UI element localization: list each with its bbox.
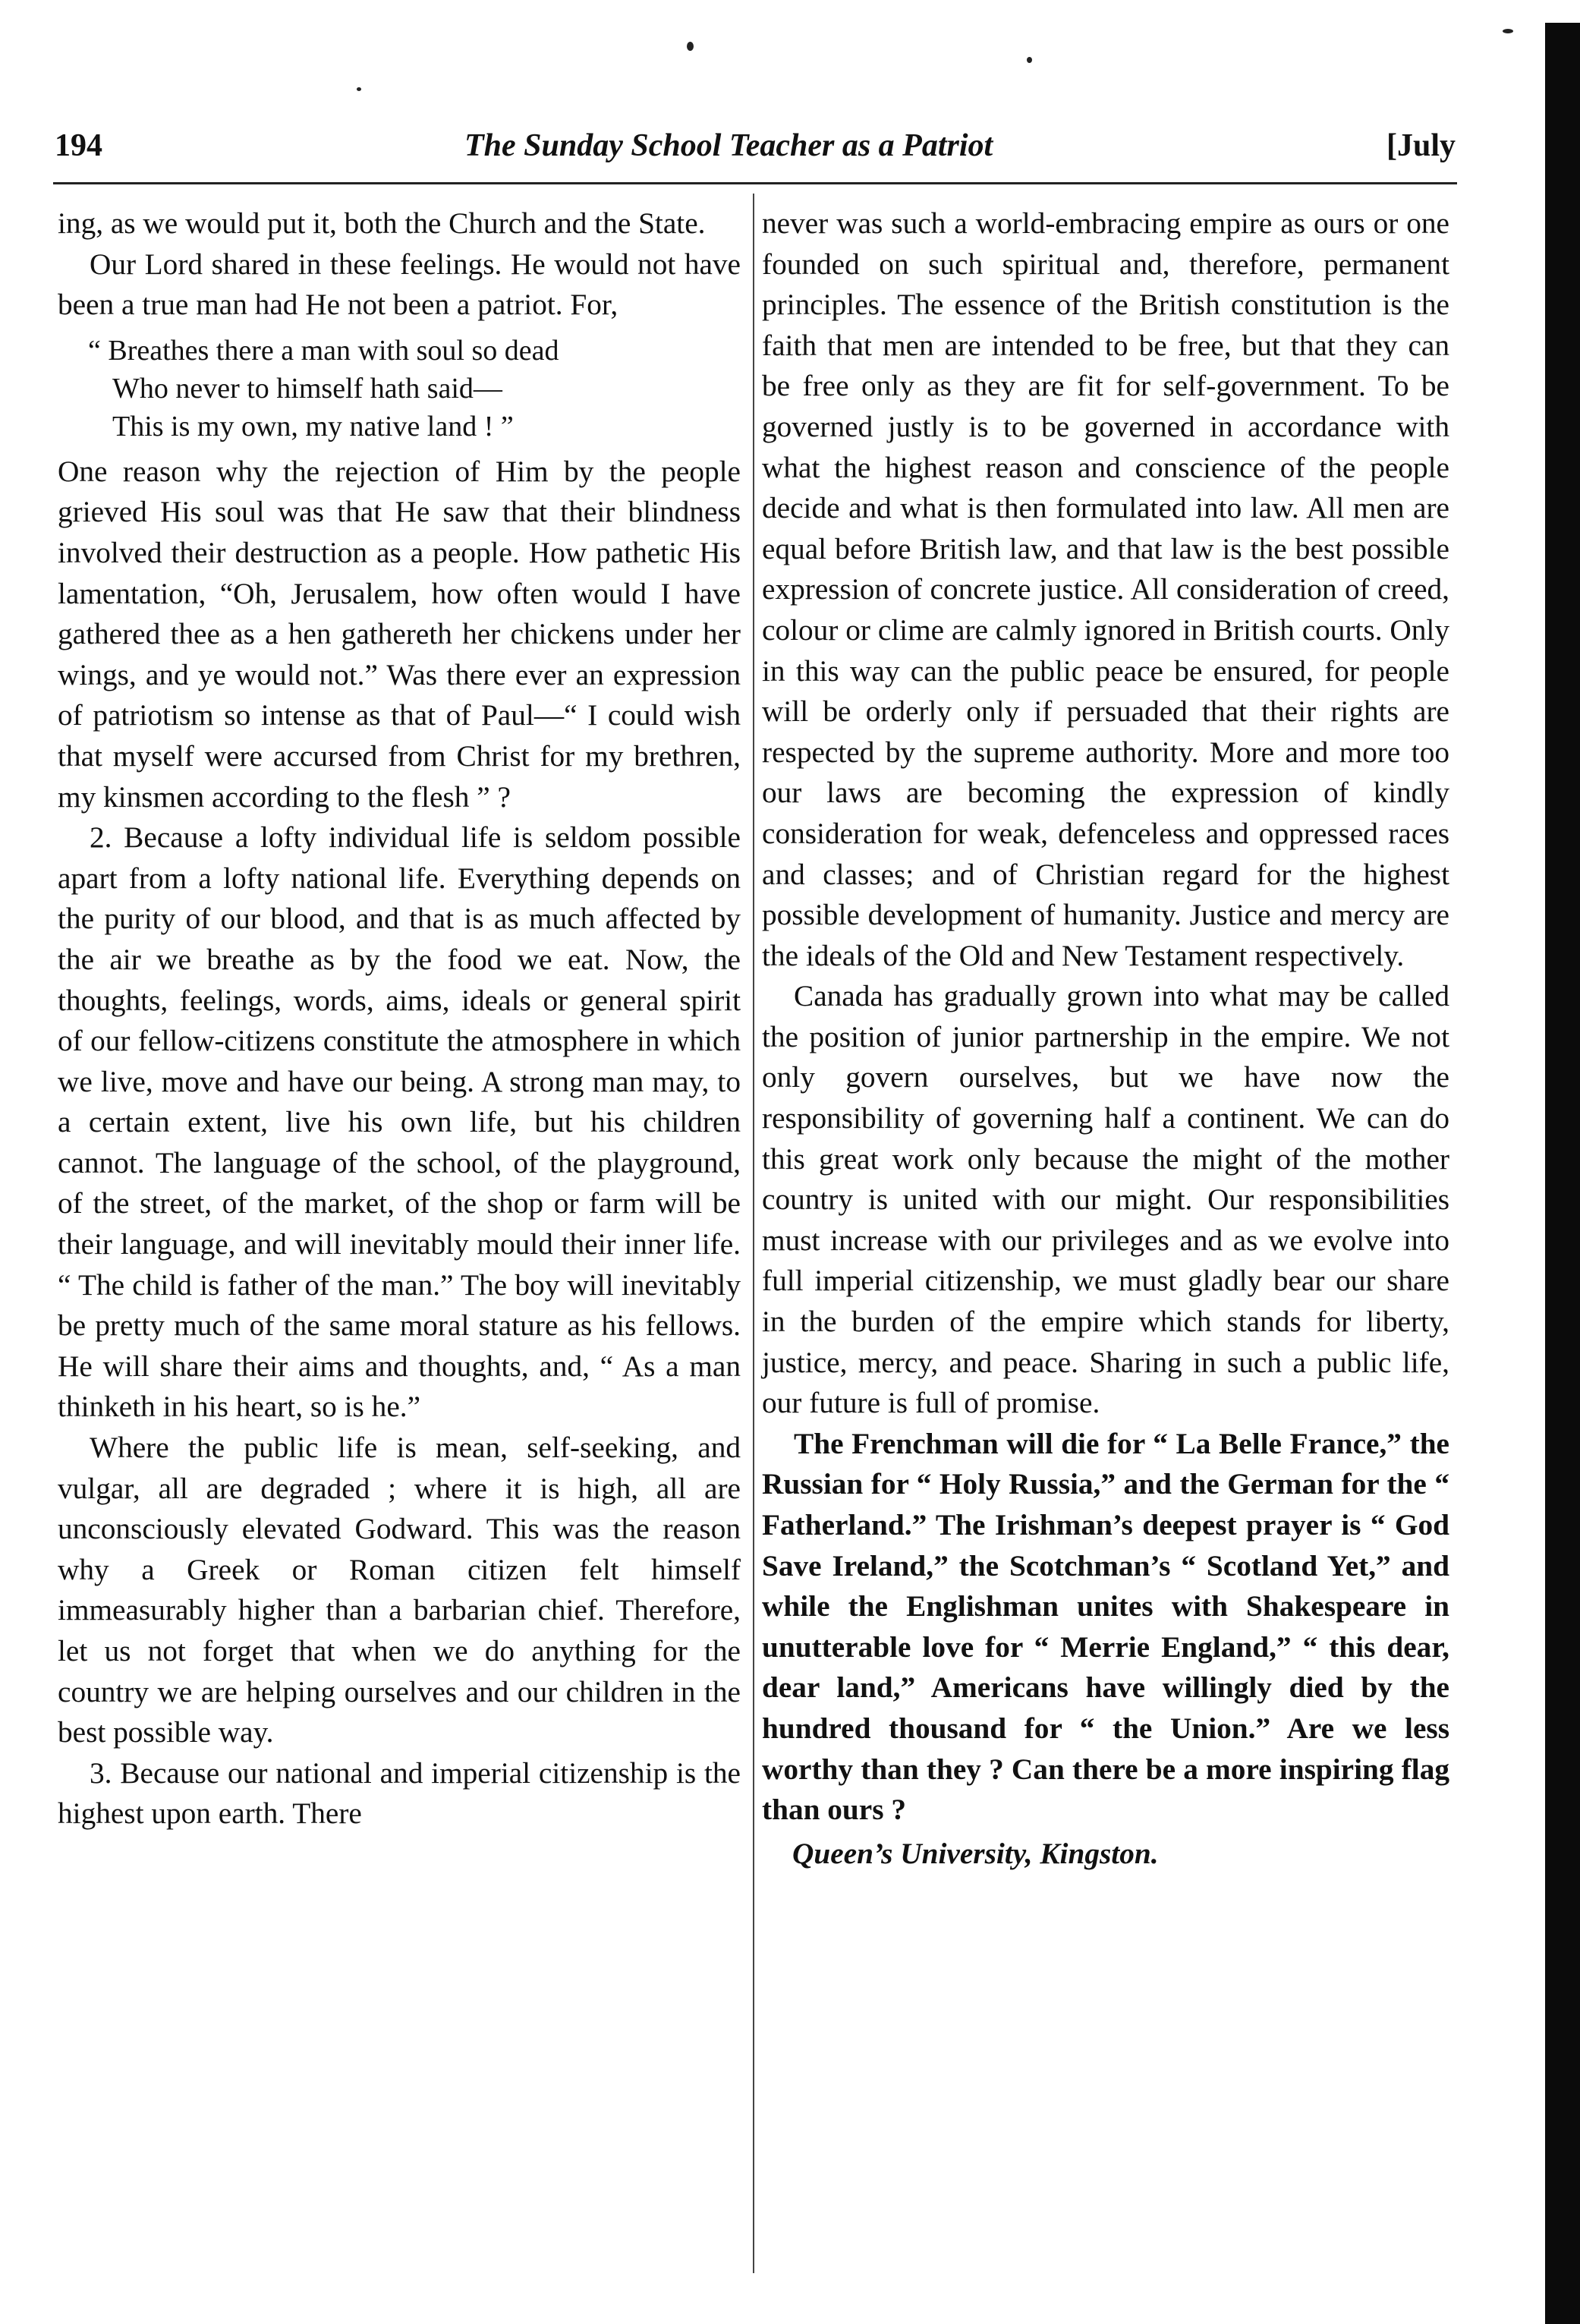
left-column — [58, 203, 741, 1834]
right-column — [762, 203, 1449, 1874]
paragraph: The Frenchman will die for “ La Belle France,” the Russian for “ Holy Russia,” and the German for the “ Fatherland.” The Irishman’s deepest prayer is “ God Save Ireland,” the Scotchman’s “ Scotland Yet,” and while the Englishman unites with Shakespeare in unutterable love for “ Merrie England,” “ this dear, dear land,” Americans have willingly died by the hundred thousand for “ the Union.” Are we less worthy than they ? Can there be a more inspiring flag than ours ? — [762, 1426, 1449, 1827]
author-affiliation: Queen’s University, Kingston. — [792, 1836, 1159, 1870]
paragraph: 3. Because our national and imperial citizenship is the highest upon earth. There — [58, 1756, 741, 1831]
ink-speck — [687, 42, 694, 51]
paragraph: 2. Because a lofty individual life is seldom possible apart from a lofty national life. Everything depends on the purity of our blood, and that is as much affected by the air we breathe as by the food we eat. Now, the thoughts, feelings, words, aims, ideals or general spirit of our fellow-citizens constitute the atmosphere in which we live, move and have our being. A strong man may, to a certain extent, live his own life, but his children cannot. The language of the school, of the playground, of the street, of the market, of the shop or farm will be their language, and will inevitably mould their inner life. “ The child is father of the man.” The boy will inevitably be pretty much of the same moral stature as his fellows. He will share their aims and thoughts, and, “ As a man thinketh in his heart, so is he.” — [58, 820, 741, 1424]
column-divider — [753, 194, 754, 2273]
paragraph: Our Lord shared in these feelings. He would not have been a true man had He not been a patriot. For, — [58, 247, 741, 322]
paragraph: One reason why the rejection of Him by the people grieved His soul was that He saw that their blindness involved their destruction as a people. How pathetic His lamentation, “Oh, Jerusalem, how often would I have gathered thee as a hen gathereth her chickens under her wings, and ye would not.” Was there ever an expression of patriotism so intense as that of Paul—“ I could wish that myself were accursed from Christ for my brethren, my kinsmen according to the flesh ” ? — [58, 454, 741, 814]
paragraph: Canada has gradually grown into what may be called the position of junior partnership in the empire. We not only govern ourselves, but we have now the responsibility of governing half a continent. We can do this great work only because the might of the mother country is united with our might. Our responsibilities must increase with our privileges and as we evolve into full imperial citizenship, we must gladly bear our share in the burden of the empire which stands for liberty, justice, mercy, and peace. Sharing in such a public life, our future is full of promise. — [762, 979, 1449, 1420]
ink-speck — [1503, 29, 1513, 33]
paragraph: never was such a world-embracing empire as ours or one founded on such spiritual and, therefore, permanent principles. The essence of the British constitution is the faith that men are intended to be free, but that they can be free only as they are fit for self-government. To be governed justly is to be governed in accordance with what the highest reason and conscience of the people decide and what is then formulated into law. All men are equal before British law, and that law is the best possible expression of concrete justice. All consideration of creed, colour or clime are calmly ignored in British courts. Only in this way can the public peace be ensured, for people will be orderly only if persuaded that their rights are respected by the supreme authority. More and more too our laws are becoming the expression of kindly consideration for weak, defenceless and oppressed races and classes; and of Christian regard for the highest possible development of humanity. Justice and mercy are the ideals of the Old and New Testament respectively. — [762, 206, 1449, 972]
page-number: 194 — [55, 128, 102, 163]
poem-quotation — [88, 332, 741, 446]
ink-speck — [1027, 57, 1032, 63]
running-header — [55, 128, 1456, 181]
header-rule — [53, 182, 1457, 184]
paragraph: ing, as we would put it, both the Church and the State. — [58, 206, 706, 240]
poem-line: This is my own, my native land ! ” — [112, 410, 514, 442]
poem-line: Who never to himself hath said— — [112, 372, 502, 405]
running-title: The Sunday School Teacher as a Patriot — [464, 128, 993, 163]
ink-speck — [357, 87, 361, 91]
poem-line: “ Breathes there a man with soul so dead — [88, 334, 559, 367]
paragraph: Where the public life is mean, self-seeking, and vulgar, all are degraded ; where it is high, all are unconsciously elevated Godward. This was the reason why a Greek or Roman citizen felt himself immeasurably higher than a barbarian chief. Therefore, let us not forget that when we do anything for the country we are helping ourselves and our children in the best possible way. — [58, 1431, 741, 1749]
issue-month: [July — [1386, 128, 1456, 163]
scan-edge-shadow — [1545, 23, 1580, 2324]
